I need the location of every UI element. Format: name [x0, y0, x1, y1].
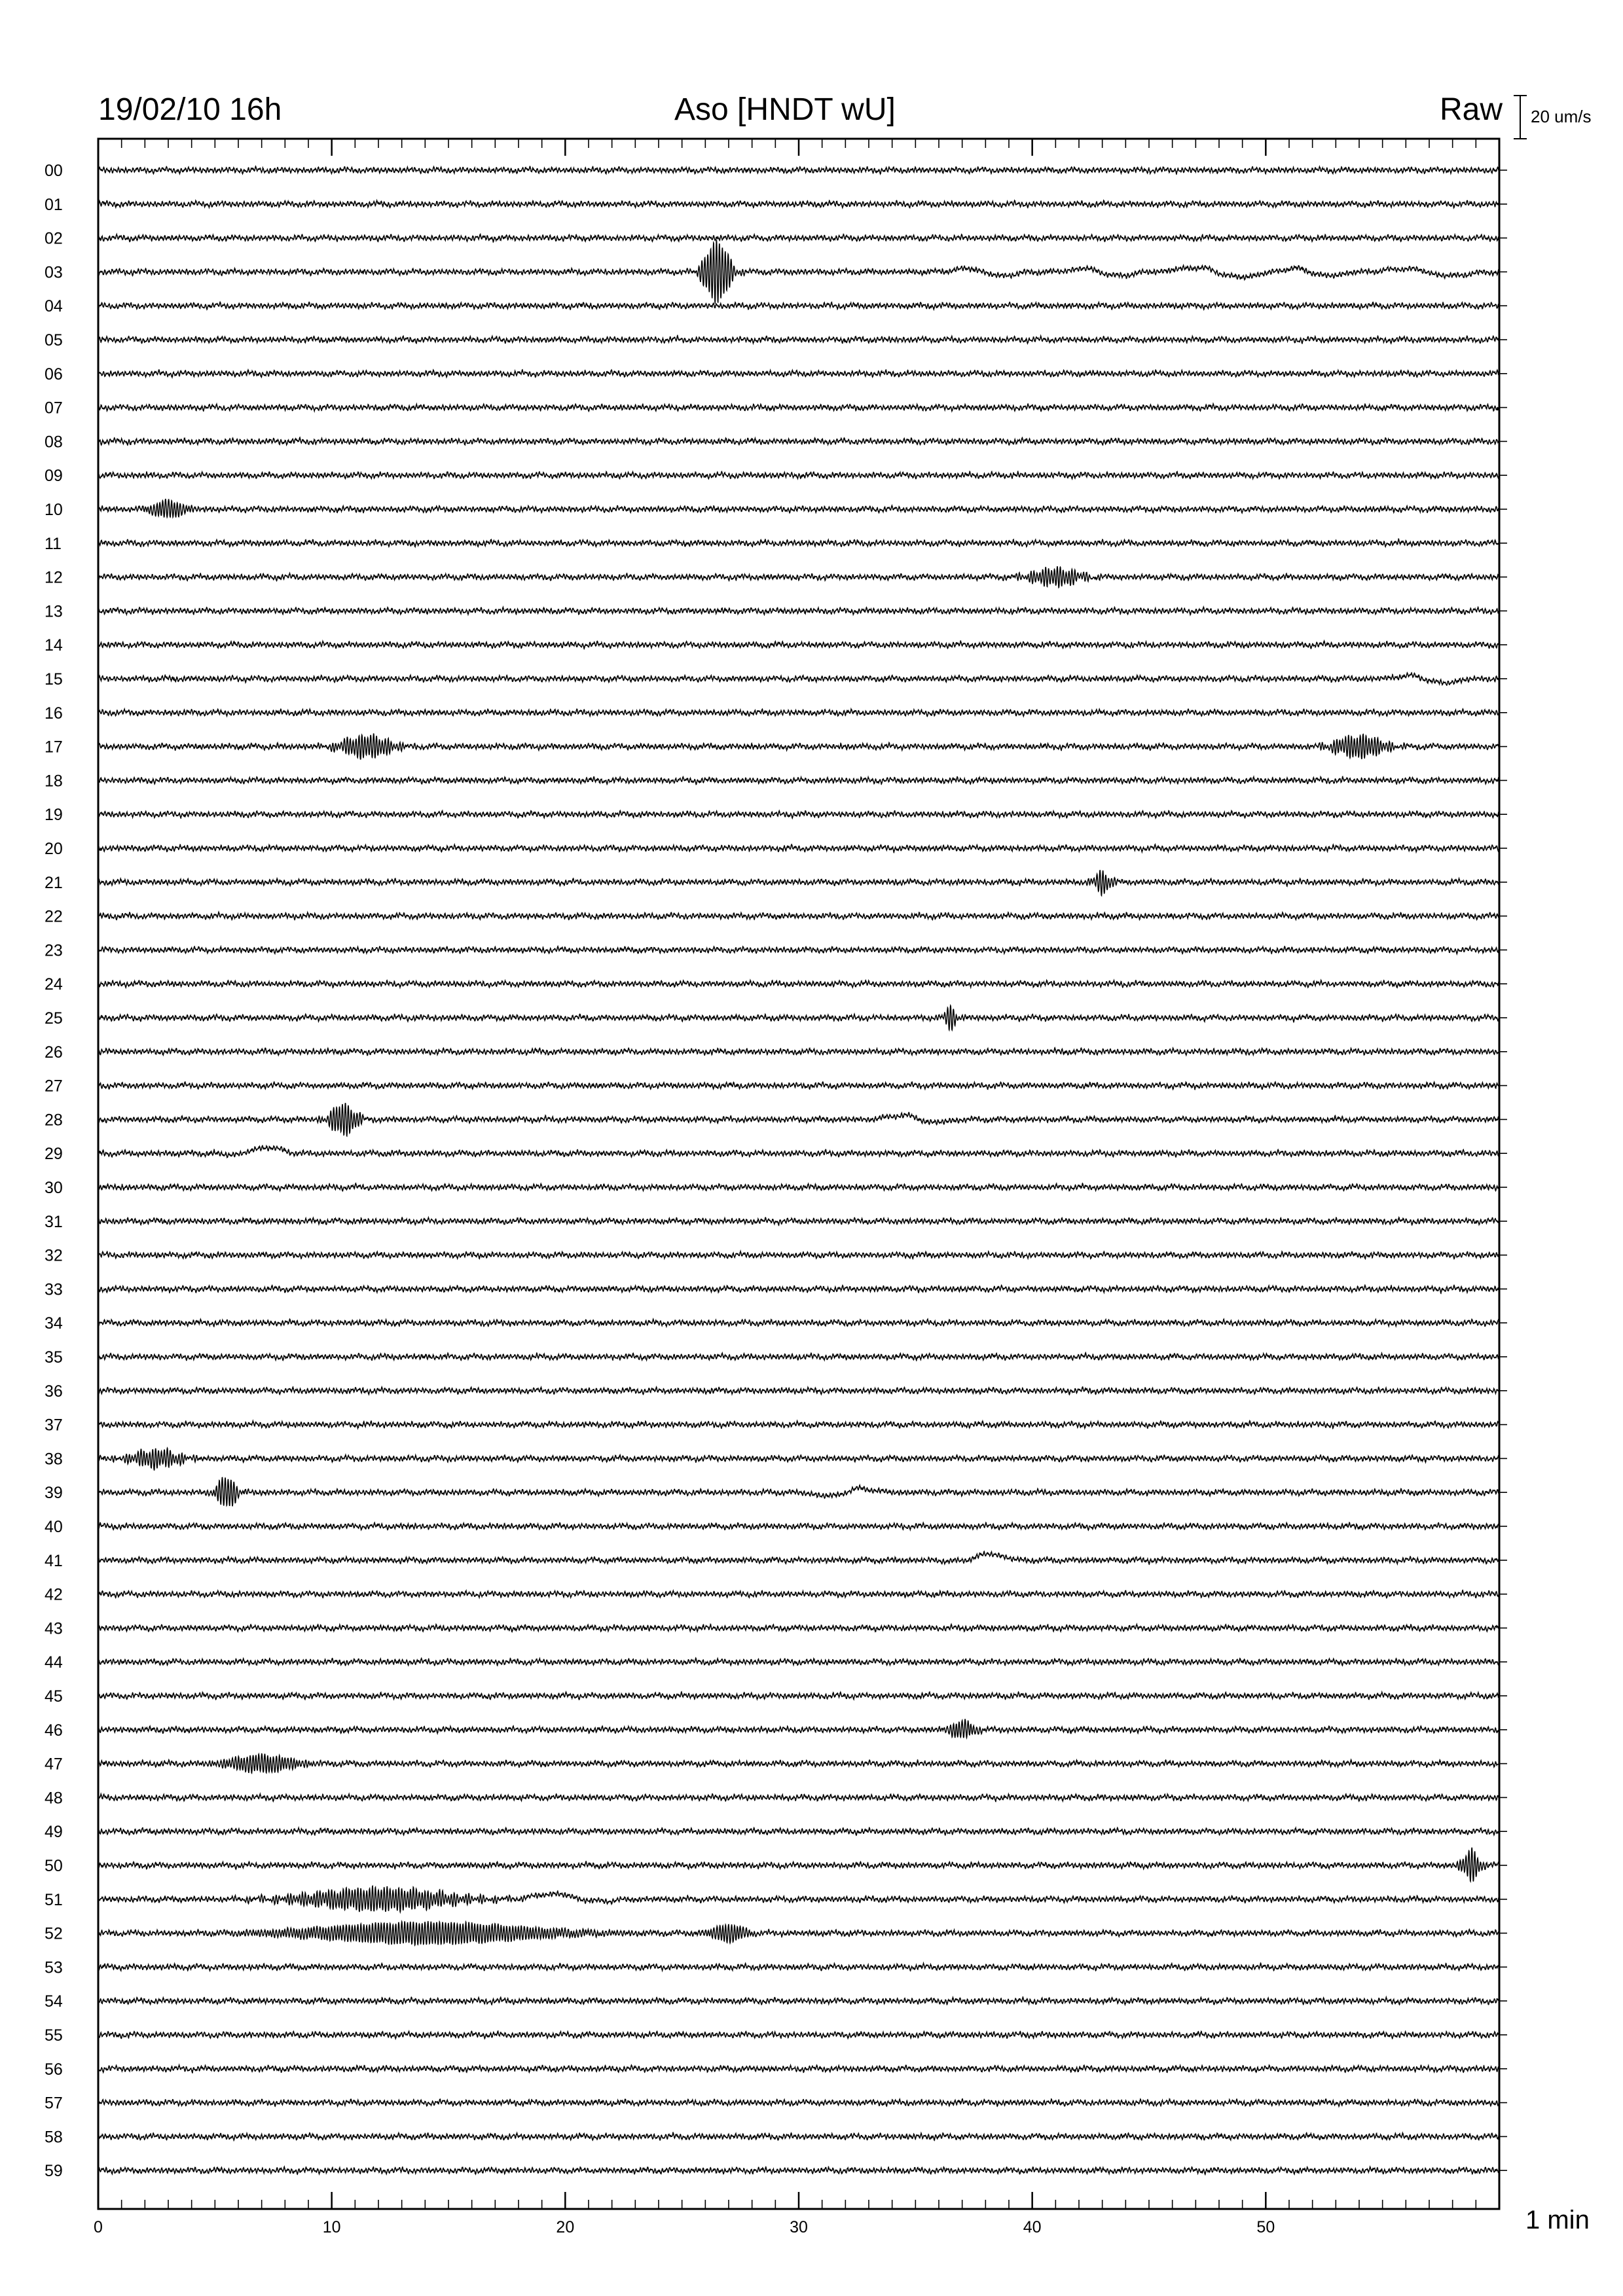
row-label-19: 19	[45, 806, 63, 825]
row-label-16: 16	[45, 704, 63, 723]
row-label-22: 22	[45, 907, 63, 926]
x-tick-label-0: 0	[94, 2218, 103, 2236]
row-label-43: 43	[45, 1619, 63, 1638]
trace-row-27	[98, 1082, 1499, 1090]
amplitude-scale-label: 20 um/s	[1531, 107, 1592, 126]
row-label-10: 10	[45, 501, 63, 519]
trace-row-37	[98, 1421, 1499, 1428]
trace-row-48	[98, 1794, 1499, 1801]
trace-row-11	[98, 539, 1499, 547]
row-label-52: 52	[45, 1924, 63, 1943]
trace-row-50	[98, 1848, 1499, 1882]
row-label-29: 29	[45, 1145, 63, 1164]
row-label-03: 03	[45, 263, 63, 282]
trace-row-38	[98, 1448, 1499, 1470]
trace-row-01	[98, 200, 1499, 207]
row-label-02: 02	[45, 229, 63, 248]
trace-row-17	[98, 734, 1499, 760]
trace-row-30	[98, 1183, 1499, 1191]
x-tick-label-10: 10	[322, 2218, 341, 2236]
trace-row-32	[98, 1251, 1499, 1259]
row-label-24: 24	[45, 975, 63, 994]
x-tick-label-40: 40	[1023, 2218, 1042, 2236]
trace-row-54	[98, 1998, 1499, 2005]
row-label-56: 56	[45, 2060, 63, 2079]
trace-row-33	[98, 1285, 1499, 1293]
trace-group	[98, 166, 1507, 2174]
trace-row-56	[98, 2065, 1499, 2072]
trace-row-07	[98, 404, 1499, 411]
trace-row-52	[98, 1921, 1499, 1945]
station-title: Aso [HNDT wU]	[674, 92, 896, 127]
trace-row-59	[98, 2167, 1499, 2174]
row-label-30: 30	[45, 1179, 63, 1197]
row-label-53: 53	[45, 1958, 63, 1977]
row-label-40: 40	[45, 1518, 63, 1536]
trace-row-05	[98, 336, 1499, 344]
row-label-25: 25	[45, 1009, 63, 1028]
mode-label: Raw	[1439, 92, 1503, 127]
trace-row-45	[98, 1692, 1499, 1700]
trace-row-39	[98, 1478, 1499, 1507]
trace-row-55	[98, 2031, 1499, 2038]
row-label-06: 06	[45, 365, 63, 384]
row-label-23: 23	[45, 941, 63, 960]
row-label-45: 45	[45, 1687, 63, 1706]
row-label-01: 01	[45, 195, 63, 214]
row-label-27: 27	[45, 1077, 63, 1096]
trace-row-10	[98, 499, 1499, 517]
row-label-31: 31	[45, 1212, 63, 1231]
row-label-33: 33	[45, 1280, 63, 1299]
row-label-55: 55	[45, 2026, 63, 2045]
trace-row-25	[98, 1005, 1499, 1030]
row-label-group	[45, 162, 63, 2180]
trace-row-46	[98, 1719, 1499, 1738]
trace-row-41	[98, 1551, 1499, 1564]
x-tick-label-30: 30	[790, 2218, 808, 2236]
trace-row-47	[98, 1754, 1499, 1773]
x-tick-label-50: 50	[1256, 2218, 1275, 2236]
trace-row-26	[98, 1048, 1499, 1055]
row-label-50: 50	[45, 1857, 63, 1875]
x-tick-label-20: 20	[556, 2218, 575, 2236]
row-label-05: 05	[45, 331, 63, 350]
trace-row-51	[98, 1886, 1499, 1912]
trace-row-24	[98, 980, 1499, 988]
row-label-14: 14	[45, 636, 63, 655]
row-label-35: 35	[45, 1348, 63, 1367]
row-label-37: 37	[45, 1416, 63, 1435]
row-label-12: 12	[45, 568, 63, 587]
trace-row-02	[98, 234, 1499, 242]
row-label-08: 08	[45, 433, 63, 452]
trace-row-22	[98, 912, 1499, 920]
row-label-18: 18	[45, 772, 63, 791]
trace-row-35	[98, 1353, 1499, 1360]
row-label-13: 13	[45, 602, 63, 621]
row-label-59: 59	[45, 2162, 63, 2181]
row-label-44: 44	[45, 1653, 63, 1672]
time-unit-label: 1 min	[1525, 2206, 1590, 2234]
trace-row-13	[98, 607, 1499, 615]
date-hour-label: 19/02/10 16h	[98, 92, 282, 127]
trace-row-04	[98, 302, 1499, 310]
amplitude-scale-bar	[1514, 96, 1527, 139]
row-label-48: 48	[45, 1789, 63, 1808]
row-label-09: 09	[45, 467, 63, 486]
row-label-58: 58	[45, 2128, 63, 2147]
row-label-28: 28	[45, 1111, 63, 1130]
trace-row-36	[98, 1387, 1499, 1395]
trace-row-40	[98, 1522, 1499, 1530]
trace-row-57	[98, 2099, 1499, 2107]
row-label-15: 15	[45, 670, 63, 689]
trace-row-20	[98, 844, 1499, 852]
trace-row-23	[98, 946, 1499, 954]
row-label-32: 32	[45, 1246, 63, 1265]
row-label-34: 34	[45, 1314, 63, 1333]
trace-row-34	[98, 1319, 1499, 1327]
row-label-42: 42	[45, 1585, 63, 1604]
trace-row-14	[98, 641, 1499, 649]
row-label-57: 57	[45, 2094, 63, 2113]
row-label-36: 36	[45, 1382, 63, 1401]
trace-row-58	[98, 2133, 1499, 2140]
row-label-49: 49	[45, 1823, 63, 1842]
row-label-21: 21	[45, 873, 63, 892]
trace-row-42	[98, 1590, 1499, 1598]
row-label-20: 20	[45, 840, 63, 858]
trace-row-18	[98, 777, 1499, 785]
row-label-26: 26	[45, 1043, 63, 1062]
trace-row-49	[98, 1828, 1499, 1835]
trace-row-44	[98, 1659, 1499, 1666]
trace-row-43	[98, 1624, 1499, 1632]
trace-row-06	[98, 370, 1499, 378]
trace-row-29	[98, 1145, 1499, 1157]
trace-row-21	[98, 870, 1499, 895]
row-label-04: 04	[45, 297, 63, 316]
row-label-07: 07	[45, 399, 63, 418]
trace-row-31	[98, 1217, 1499, 1225]
trace-row-12	[98, 566, 1499, 588]
trace-row-28	[98, 1103, 1499, 1136]
row-label-41: 41	[45, 1551, 63, 1570]
row-label-51: 51	[45, 1890, 63, 1909]
trace-row-15	[98, 673, 1499, 685]
row-label-17: 17	[45, 738, 63, 757]
trace-row-03	[98, 240, 1499, 304]
trace-row-16	[98, 709, 1499, 716]
row-label-46: 46	[45, 1721, 63, 1740]
row-label-47: 47	[45, 1755, 63, 1774]
trace-row-08	[98, 438, 1499, 445]
row-label-38: 38	[45, 1450, 63, 1469]
trace-row-53	[98, 1964, 1499, 1971]
row-label-39: 39	[45, 1484, 63, 1503]
trace-row-00	[98, 166, 1499, 174]
trace-row-19	[98, 811, 1499, 819]
trace-row-09	[98, 472, 1499, 479]
row-label-00: 00	[45, 162, 63, 180]
x-tick-label-group	[94, 2218, 1275, 2236]
row-label-11: 11	[45, 534, 62, 553]
row-label-54: 54	[45, 1992, 63, 2011]
